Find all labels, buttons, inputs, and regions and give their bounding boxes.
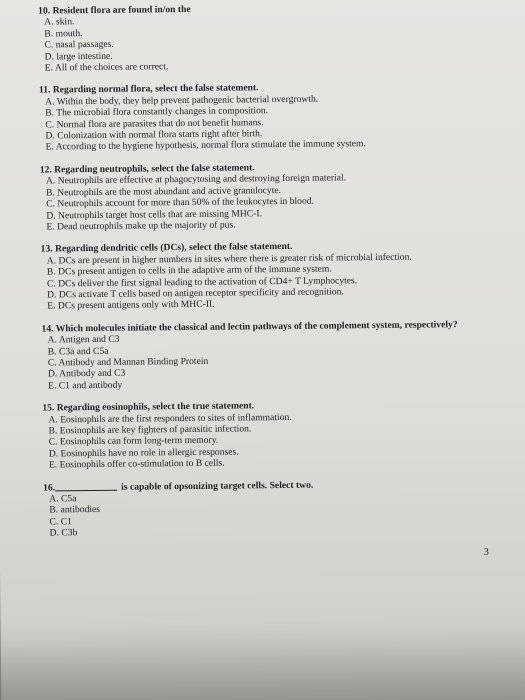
answer-option: D. Antibody and C3 (47, 368, 126, 380)
answer-option: C. Neutrophils account for more than 50% of the leukocytes in blood. (46, 195, 314, 210)
question-12 (40, 160, 491, 233)
answer-option: A. DCs are present in higher numbers in sites where there is greater risk of microbial infection. (46, 251, 412, 267)
answer-option: A. C5a (49, 493, 77, 505)
answer-option: A. Neutrophils are effective at phagocytosing and destroying foreign material. (45, 172, 347, 187)
question-number: 16. (43, 482, 56, 494)
answer-option: C. nasal passages. (44, 38, 114, 51)
question-stem: 12. Regarding neutrophils, select the false statement. (39, 162, 255, 176)
answer-option: D. Eosinophils have no role in allergic responses. (48, 446, 239, 460)
answer-option: C. DCs deliver the first signal leading to the activation of CD4+ T Lymphocytes. (46, 274, 358, 289)
answer-option: D. Colonization with normal flora starts right after birth. (45, 128, 263, 142)
answer-option: B. mouth. (44, 27, 83, 40)
page-number: 3 (483, 546, 489, 558)
answer-option: E. Eosinophils offer co-stimulation to B cells. (48, 457, 225, 471)
question-stem: 10. Resident flora are found in/on the (38, 3, 191, 17)
answer-option: D. DCs activate T cells based on antigen receptor specificity and recognition. (47, 286, 344, 301)
question-stem: 13. Regarding dendritic cells (DCs), select the false statement. (40, 241, 293, 255)
answer-option: D. Neutrophils target host cells that are missing MHC-I. (46, 207, 263, 221)
answer-option: E. All of the choices are correct. (44, 61, 169, 74)
answer-option: D. C3b (49, 527, 78, 539)
answer-option: A. Antigen and C3 (47, 333, 120, 346)
answer-option: A. Within the body, they help prevent pathogenic bacterial overgrowth. (45, 93, 319, 108)
answer-option: B. DCs present antigen to cells in the adaptive arm of the immune system. (46, 263, 332, 278)
answer-option: E. C1 and antibody (48, 379, 123, 392)
question-stem: 14. Which molecules initiate the classical and lectin pathways of the complement system, respectively? (41, 318, 458, 335)
answer-option: E. DCs present antigens only with MHC-II. (47, 299, 215, 312)
question-11 (39, 80, 490, 153)
answer-option: A. Eosinophils are the first responders to sites of inflammation. (48, 411, 292, 426)
question-list (38, 1, 494, 550)
answer-option: A. skin. (44, 16, 75, 28)
question-10 (38, 1, 489, 74)
answer-option: D. large intestine. (44, 50, 113, 63)
photo-shadow (0, 640, 525, 700)
answer-option: B. Neutrophils are the most abundant and active granulocyte. (46, 184, 282, 199)
answer-option: E. Dead neutrophils make up the majority of pus. (46, 219, 236, 233)
answer-option: E. According to the hygiene hypothesis, normal flora stimulate the immune system. (45, 138, 366, 153)
answer-option: C. C1 (49, 516, 72, 528)
answer-option: B. antibodies (49, 504, 101, 516)
answer-option: C. Antibody and Mannan Binding Protein (47, 355, 209, 369)
question-14 (41, 319, 492, 392)
answer-option: C. Normal flora are parasites that do not benefit humans. (45, 116, 264, 131)
question-text: is capable of opsonizing target cells. Select two. (121, 479, 314, 493)
answer-blank (55, 481, 117, 491)
answer-option: B. C3a and C5a (47, 345, 109, 358)
question-13 (41, 239, 492, 312)
answer-option: B. The microbial flora constantly changes in composition. (45, 105, 269, 119)
question-stem: 11. Regarding normal flora, select the false statement. (38, 82, 259, 96)
question-15 (42, 398, 493, 471)
answer-option: B. Eosinophils are key fighters of parasitic infection. (48, 423, 252, 437)
answer-option: C. Eosinophils can form long-term memory. (48, 435, 219, 448)
question-stem: 15. Regarding eosinophils, select the true statement. (42, 400, 255, 414)
question-16 (43, 477, 494, 539)
